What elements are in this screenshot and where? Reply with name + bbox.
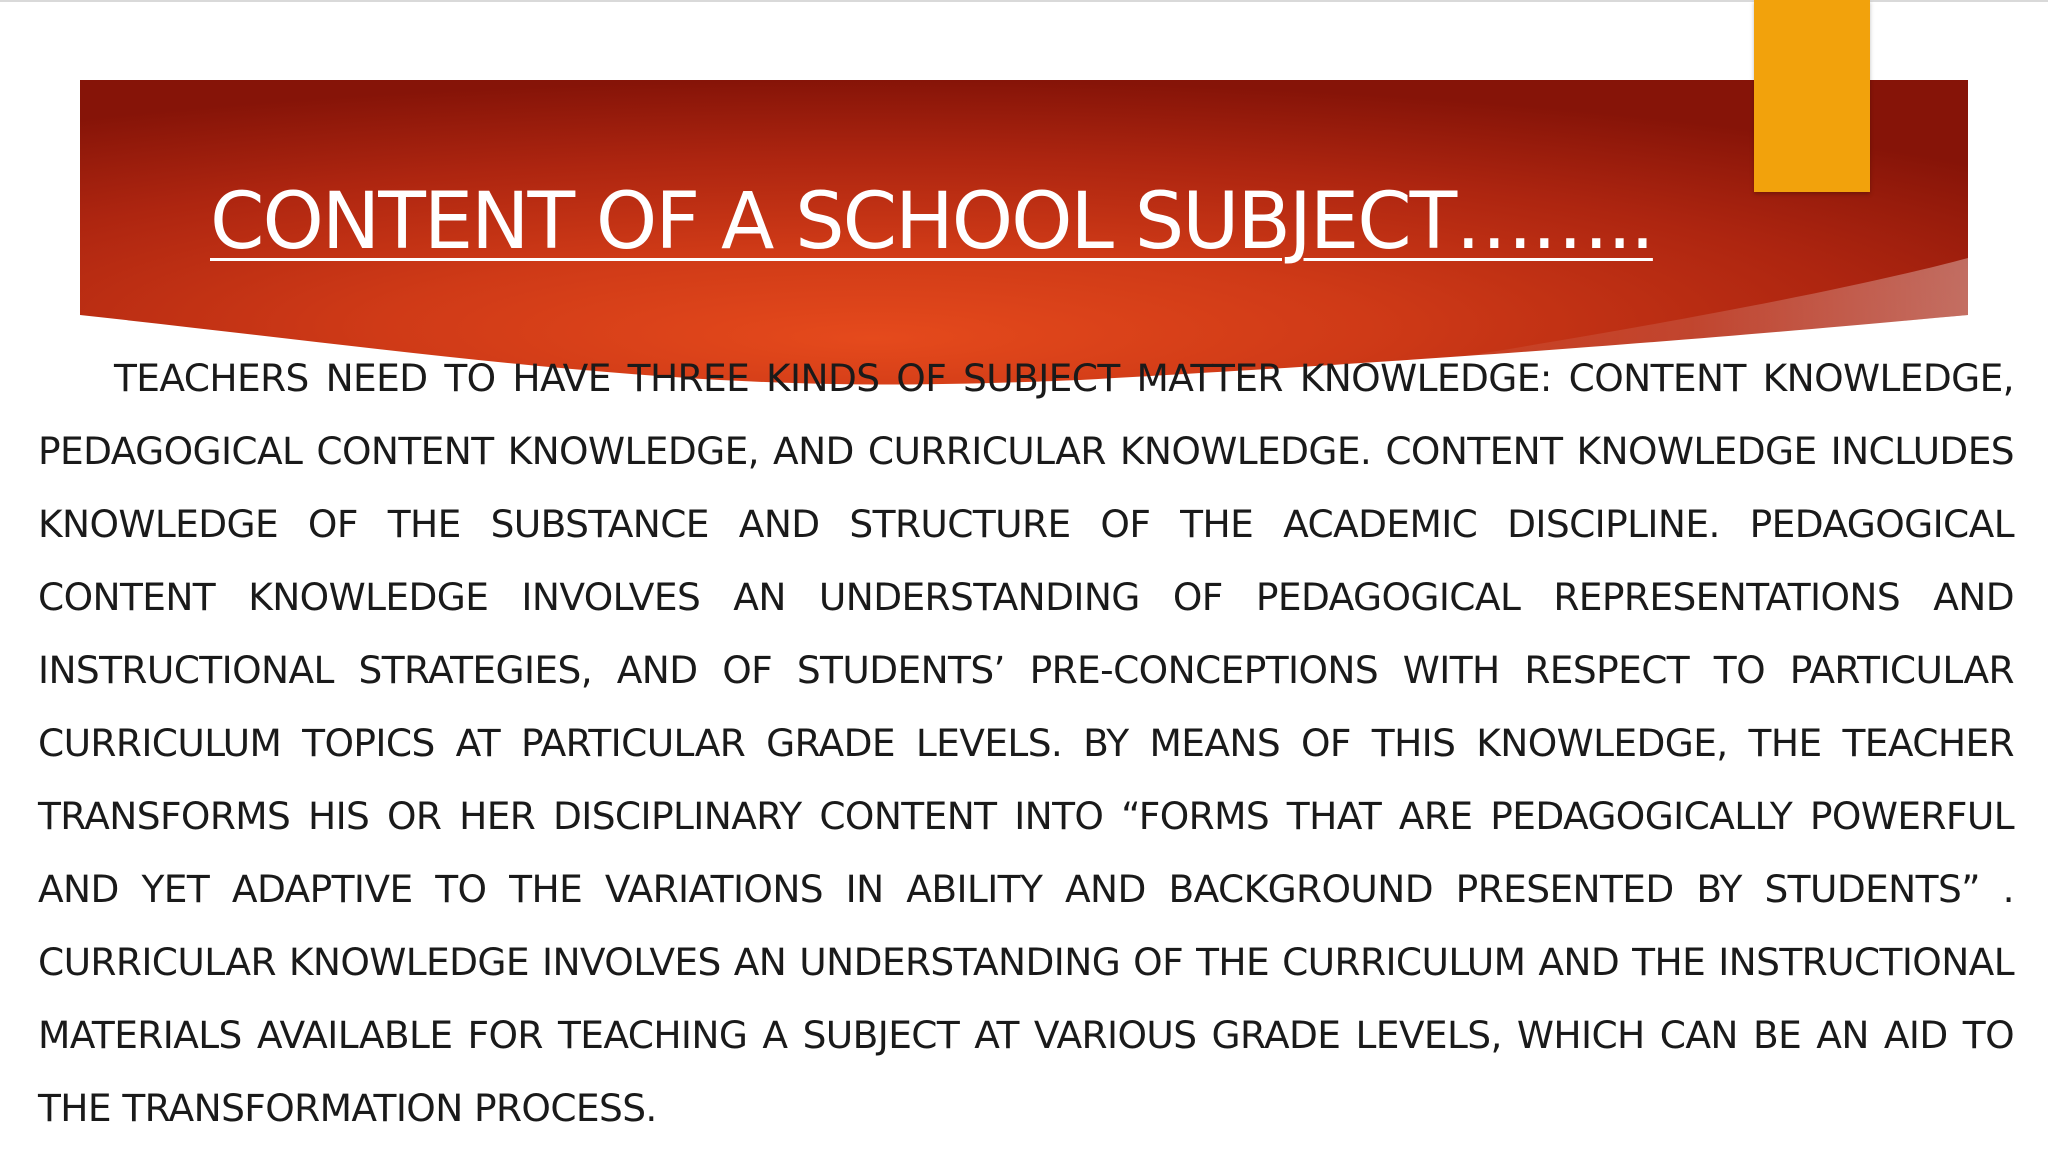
top-divider xyxy=(0,0,2048,2)
slide-title: CONTENT OF A SCHOOL SUBJECT…….. xyxy=(210,177,1653,267)
slide-body-paragraph: TEACHERS NEED TO HAVE THREE KINDS OF SUBJECT MATTER KNOWLEDGE: CONTENT KNOWLEDGE, PEDAGOGICAL CONTENT KNOWLEDGE, AND CURRICULAR KNOWLEDGE. CONTENT KNOWLEDGE INCLUDES KNOWLEDGE OF THE SUBSTANCE AND STRUCTURE OF THE ACADEMIC DISCIPLINE. PEDAGOGICAL CONTENT KNOWLEDGE INVOLVES AN UNDERSTANDING OF PEDAGOGICAL REPRESENTATIONS AND INSTRUCTIONAL STRATEGIES, AND OF STUDENTS’ PRE-CONCEPTIONS WITH RESPECT TO PARTICULAR CURRICULUM TOPICS AT PARTICULAR GRADE LEVELS. BY MEANS OF THIS KNOWLEDGE, THE TEACHER TRANSFORMS HIS OR HER DISCIPLINARY CONTENT INTO “FORMS THAT ARE PEDAGOGICALLY POWERFUL AND YET ADAPTIVE TO THE VARIATIONS IN ABILITY AND BACKGROUND PRESENTED BY STUDENTS” . CURRICULAR KNOWLEDGE INVOLVES AN UNDERSTANDING OF THE CURRICULUM AND THE INSTRUCTIONAL MATERIALS AVAILABLE FOR TEACHING A SUBJECT AT VARIOUS GRADE LEVELS, WHICH CAN BE AN AID TO THE TRANSFORMATION PROCESS. xyxy=(38,356,2014,1130)
accent-tab xyxy=(1754,0,1870,192)
